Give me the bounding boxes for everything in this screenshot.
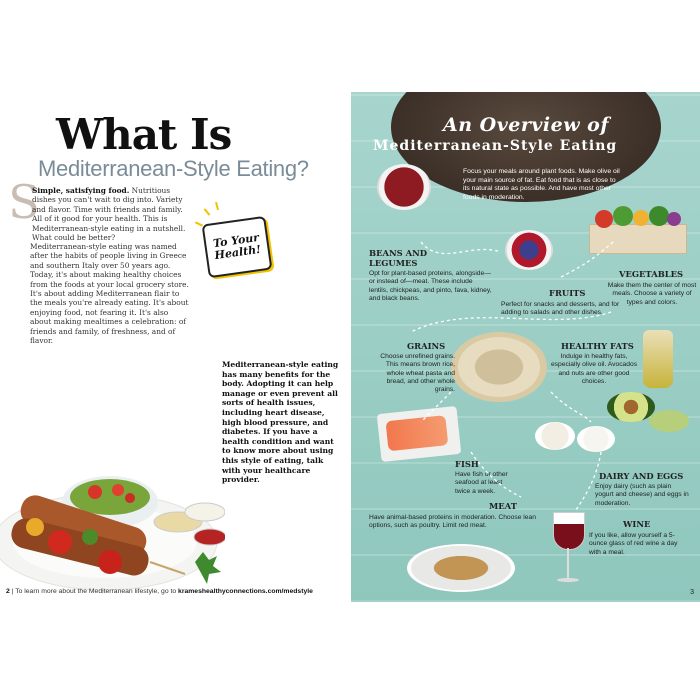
- fruits-text: Perfect for snacks and desserts, and for adding to salads and other dishes.: [501, 301, 620, 317]
- footer: [6, 588, 313, 595]
- dairy-text: Enjoy dairy (such as plain yogurt and cheese) and eggs in moderation.: [595, 483, 689, 507]
- vegetables-heading: VEGETABLES: [619, 269, 684, 279]
- overview-subtitle: Mediterranean-Style Eating: [373, 138, 618, 154]
- dairy-heading: DAIRY AND EGGS: [599, 471, 684, 481]
- overview-title: An Overview of: [443, 114, 610, 136]
- page-number-left: 2: [6, 588, 10, 595]
- beans-heading: BEANS AND LEGUMES: [369, 248, 427, 268]
- intro-lead: Simple, satisfying food.: [32, 186, 130, 195]
- history-paragraph: Mediterranean-style eating was named after the habits of people living in Greece and southern Italy over 50 years ago. Today, it's about making healthy choices from the foods at your local grocery store. It's about adding Mediterranean flair to the meals you're already eating. It's about enjoying food, not fearing it. It's also about making mealtimes a celebration: of friends and family, of freshness, and of flavor.: [30, 242, 189, 346]
- health-callout: Mediterranean-style eating has many benefits for the body. Adopting it can help manage or even prevent all sorts of health issues, including heart disease, high blood pressure, and diabetes. If you have a health condition and want to know more about using this style of eating, talk with your healthcare provider.: [222, 360, 339, 485]
- arrow-dairy-wine: [576, 452, 601, 510]
- arrow-grains-fish: [421, 392, 451, 422]
- footer-text: | To learn more about the Mediterranean lifestyle, go to: [9, 588, 179, 595]
- badge-ray: [195, 221, 203, 226]
- wine-heading: WINE: [623, 519, 651, 529]
- arrow-fruits-vegetables: [561, 242, 613, 277]
- arrow-fish-meat: [471, 452, 521, 497]
- left-page: [0, 92, 349, 602]
- fish-heading: FISH: [455, 459, 479, 469]
- kebab-plate-photo: [0, 392, 225, 604]
- arrow-fats-dairy: [551, 392, 591, 422]
- grains-heading: GRAINS: [407, 341, 446, 351]
- to-your-health-badge: To Your Health!: [202, 216, 273, 278]
- overview-intro: Focus your meals around plant foods. Make olive oil your main source of fat. Eat food that is as close to its natural state as possible. And have most other foods in moderation.: [463, 168, 620, 201]
- arrow-beans-fruits: [421, 242, 501, 254]
- wine-text: If you like, allow yourself a 5-ounce glass of red wine a day with a meal.: [589, 532, 678, 556]
- page-subtitle: Mediterranean-Style Eating?: [38, 156, 309, 181]
- right-page: [351, 92, 700, 602]
- fats-heading: HEALTHY FATS: [561, 341, 634, 351]
- page-number-right: 3: [690, 589, 694, 596]
- intro-paragraph: [32, 186, 187, 242]
- badge-ray: [204, 208, 211, 215]
- drop-cap: S: [8, 175, 40, 229]
- fish-text: Have fish or other seafood at least twice a week.: [455, 471, 508, 495]
- intro-body: Nutritious dishes you can't wait to dig into. Variety and flavor. Time with friends and family. All of it good for your health. This is Mediterranean-style eating in a nutshell. What could be better?: [32, 186, 186, 243]
- page-title: What Is: [56, 110, 232, 159]
- fruits-heading: FRUITS: [549, 288, 586, 298]
- footer-link[interactable]: krameshealthyconnections.com/medstyle: [178, 588, 313, 595]
- grains-text: Choose unrefined grains. This means brown rice, whole wheat pasta and bread, and other whole grains.: [380, 353, 455, 394]
- fats-text: Indulge in healthy fats, especially olive oil. Avocados and nuts are other good choices.: [550, 353, 638, 385]
- vegetables-text: Make them the center of most meals. Choose a variety of types and colors.: [607, 282, 697, 306]
- beans-text: Opt for plant-based proteins, alongside—or instead of—meat. These include lentils, chickpeas, and pinto, fava, kidney, and black beans.: [369, 270, 492, 302]
- arrow-vegetables-grains: [411, 312, 611, 332]
- badge-ray: [215, 202, 219, 210]
- meat-text: Have animal-based proteins in moderation. Choose lean options, such as poultry. Limit red meat.: [369, 514, 536, 530]
- meat-heading: MEAT: [489, 501, 517, 511]
- connector-arrows: [351, 92, 700, 602]
